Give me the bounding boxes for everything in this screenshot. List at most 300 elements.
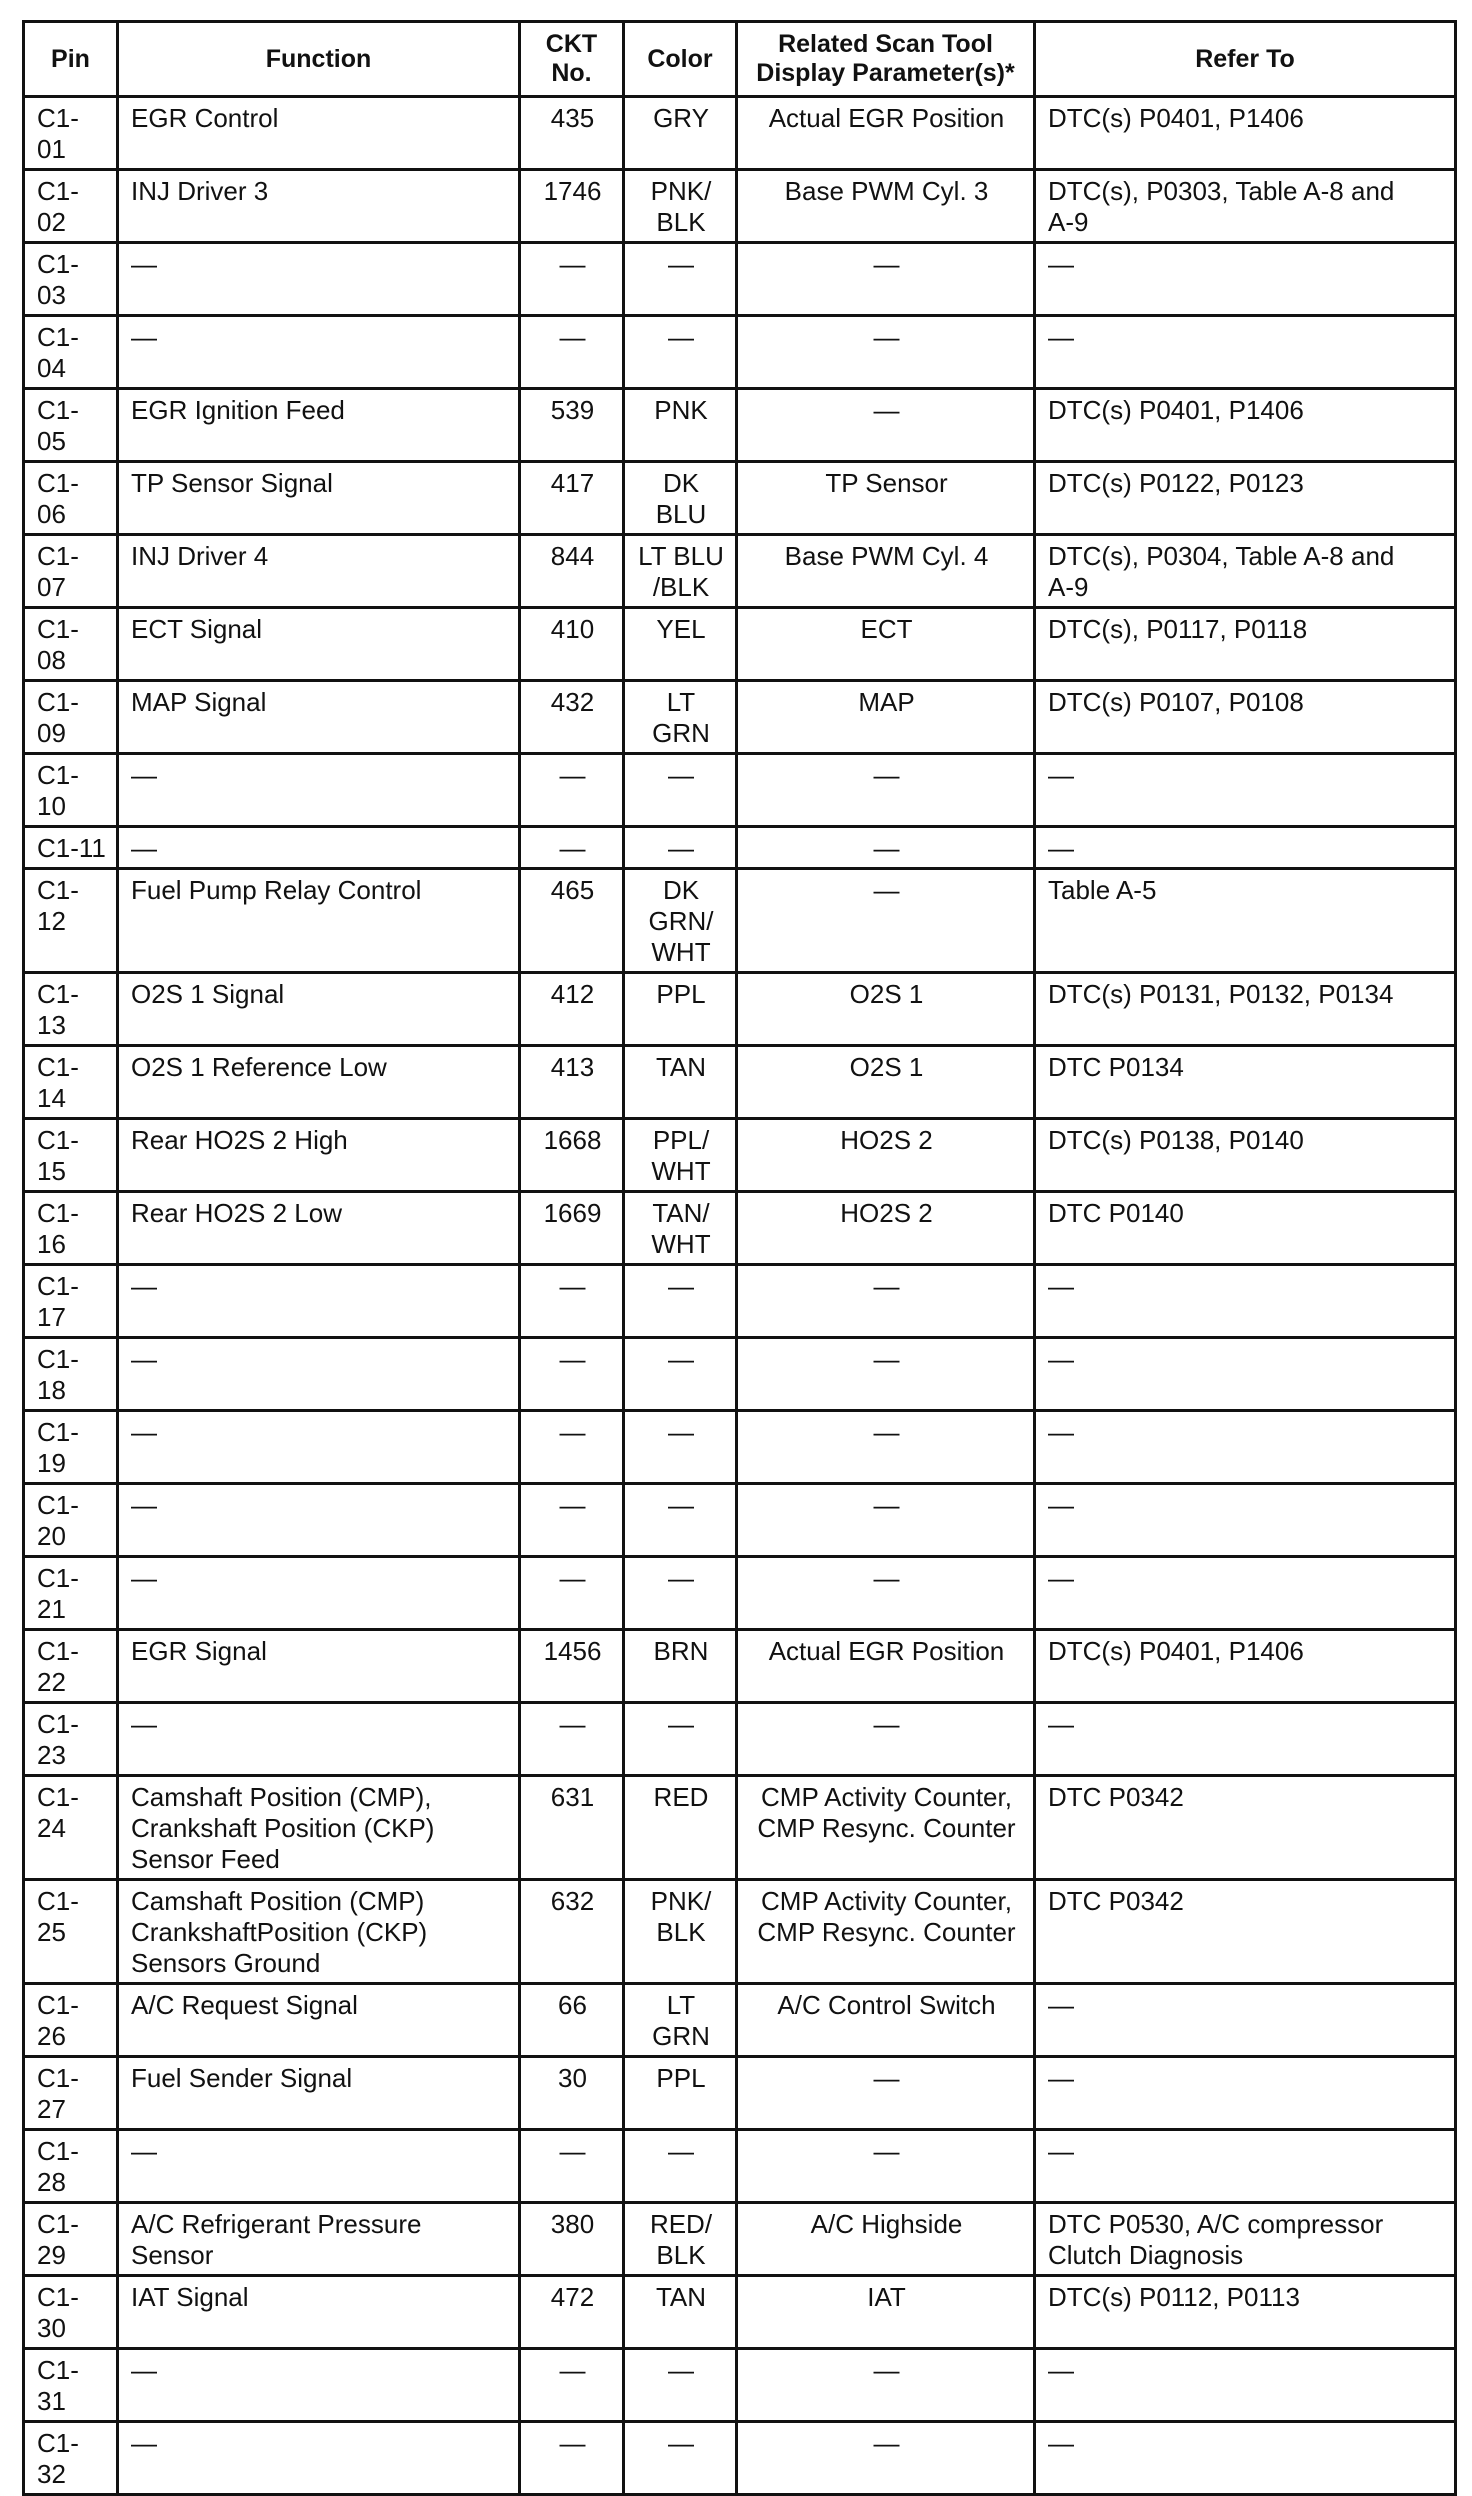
table-row	[24, 1119, 1456, 1192]
ckt-cell-line: —	[559, 760, 586, 790]
header-ckt-line2: No.	[551, 59, 592, 87]
table-row	[24, 316, 1456, 389]
refer-cell	[1035, 389, 1456, 462]
table-row	[24, 2130, 1456, 2203]
ckt-cell	[520, 1265, 624, 1338]
ckt-cell	[520, 1776, 624, 1880]
header-pin: Pin	[24, 22, 118, 97]
pin-cell	[24, 1557, 118, 1630]
param-cell-line: O2S 1	[849, 979, 924, 1009]
ckt-cell	[520, 2057, 624, 2130]
refer-cell-line: —	[1048, 760, 1074, 790]
ckt-cell-line: —	[559, 1709, 586, 1739]
color-cell	[624, 2203, 737, 2276]
param-cell-line: Base PWM Cyl. 3	[784, 176, 989, 206]
ckt-cell	[520, 869, 624, 973]
function-cell	[118, 1484, 520, 1557]
color-cell-line: —	[668, 2136, 694, 2166]
ckt-cell-line: 435	[550, 103, 595, 133]
param-cell	[737, 1984, 1035, 2057]
color-cell-line: —	[668, 1344, 694, 1374]
pin-cell	[24, 1192, 118, 1265]
param-cell	[737, 535, 1035, 608]
pin-cell	[24, 2203, 118, 2276]
pin-cell	[24, 2130, 118, 2203]
param-cell	[737, 1338, 1035, 1411]
refer-cell	[1035, 1630, 1456, 1703]
function-cell-line: Sensors Ground	[131, 1948, 321, 1978]
ckt-cell-line: —	[559, 2355, 586, 2385]
function-cell-line: EGR Control	[131, 103, 279, 133]
pin-cell	[24, 389, 118, 462]
ckt-cell	[520, 1411, 624, 1484]
param-cell	[737, 973, 1035, 1046]
pin-cell-line: C1-10	[37, 760, 79, 821]
param-cell	[737, 1046, 1035, 1119]
color-cell-line: RED/	[649, 2209, 713, 2239]
param-cell-line: —	[873, 1417, 900, 1447]
refer-cell	[1035, 1984, 1456, 2057]
table-row	[24, 1192, 1456, 1265]
param-cell	[737, 1265, 1035, 1338]
pin-cell	[24, 97, 118, 170]
color-cell	[624, 462, 737, 535]
pin-cell	[24, 1984, 118, 2057]
header-refer: Refer To	[1035, 22, 1456, 97]
param-cell	[737, 2422, 1035, 2495]
pin-cell	[24, 316, 118, 389]
refer-cell-line: DTC P0530, A/C compressor	[1048, 2209, 1384, 2239]
ckt-cell-line: 66	[558, 1990, 587, 2020]
color-cell-line: BLK	[656, 207, 706, 237]
refer-cell-line: DTC(s), P0304, Table A-8 and	[1048, 541, 1395, 571]
header-param	[737, 22, 1035, 97]
table-row	[24, 1411, 1456, 1484]
table-row	[24, 1776, 1456, 1880]
table-row	[24, 1880, 1456, 1984]
ckt-cell	[520, 97, 624, 170]
refer-cell	[1035, 1119, 1456, 1192]
function-cell-line: —	[131, 1417, 157, 1447]
pin-cell-line: C1-29	[37, 2209, 79, 2270]
pin-cell-line: C1-01	[37, 103, 79, 164]
param-cell	[737, 2130, 1035, 2203]
param-cell	[737, 2276, 1035, 2349]
color-cell-line: PNK/	[650, 1886, 712, 1916]
ckt-cell-line: 539	[550, 395, 595, 425]
ckt-cell	[520, 1703, 624, 1776]
param-cell	[737, 754, 1035, 827]
refer-cell	[1035, 608, 1456, 681]
param-cell	[737, 462, 1035, 535]
param-cell	[737, 827, 1035, 869]
refer-cell	[1035, 316, 1456, 389]
ckt-cell	[520, 170, 624, 243]
pin-cell	[24, 754, 118, 827]
ckt-cell-line: 412	[550, 979, 595, 1009]
function-cell-line: EGR Signal	[131, 1636, 267, 1666]
color-cell	[624, 1776, 737, 1880]
color-cell	[624, 608, 737, 681]
color-cell	[624, 1703, 737, 1776]
color-cell-line: TAN/	[652, 1198, 710, 1228]
pin-cell-line: C1-11	[37, 833, 106, 863]
table-row	[24, 1484, 1456, 1557]
pin-cell-line: C1-32	[37, 2428, 79, 2489]
refer-cell	[1035, 681, 1456, 754]
function-cell-line: —	[131, 249, 157, 279]
ckt-cell	[520, 754, 624, 827]
function-cell-line: Fuel Pump Relay Control	[131, 875, 422, 905]
ckt-cell	[520, 2130, 624, 2203]
function-cell-line: O2S 1 Signal	[131, 979, 285, 1009]
function-cell	[118, 1703, 520, 1776]
pin-cell	[24, 1776, 118, 1880]
refer-cell	[1035, 2203, 1456, 2276]
color-cell	[624, 2130, 737, 2203]
pin-cell	[24, 1265, 118, 1338]
color-cell	[624, 1630, 737, 1703]
color-cell-line: WHT	[651, 1156, 711, 1186]
ckt-cell-line: —	[559, 322, 586, 352]
color-cell	[624, 1338, 737, 1411]
function-cell	[118, 1192, 520, 1265]
ckt-cell-line: 472	[550, 2282, 595, 2312]
ckt-cell-line: 1669	[543, 1198, 602, 1228]
function-cell-line: —	[131, 1563, 157, 1593]
table-row	[24, 97, 1456, 170]
ckt-cell-line: —	[559, 833, 586, 863]
refer-cell	[1035, 1338, 1456, 1411]
function-cell-line: —	[131, 1490, 157, 1520]
param-cell-line: A/C Highside	[810, 2209, 963, 2239]
param-cell-line: HO2S 2	[840, 1125, 933, 1155]
pin-cell-line: C1-18	[37, 1344, 79, 1405]
param-cell	[737, 2349, 1035, 2422]
function-cell	[118, 827, 520, 869]
refer-cell-line: —	[1048, 1417, 1074, 1447]
refer-cell-line: —	[1048, 2136, 1074, 2166]
refer-cell-line: —	[1048, 322, 1074, 352]
table-row	[24, 827, 1456, 869]
function-cell-line: MAP Signal	[131, 687, 267, 717]
function-cell-line: EGR Ignition Feed	[131, 395, 345, 425]
function-cell	[118, 2349, 520, 2422]
ckt-cell	[520, 1338, 624, 1411]
function-cell	[118, 1411, 520, 1484]
refer-cell-line: DTC P0342	[1048, 1782, 1184, 1812]
ckt-cell-line: —	[559, 249, 586, 279]
function-cell-line: —	[131, 322, 157, 352]
param-cell	[737, 1630, 1035, 1703]
function-cell	[118, 1265, 520, 1338]
ckt-cell	[520, 535, 624, 608]
param-cell-line: CMP Resync. Counter	[757, 1917, 1016, 1947]
table-row	[24, 2057, 1456, 2130]
ckt-cell	[520, 1119, 624, 1192]
pin-cell	[24, 1630, 118, 1703]
pin-cell	[24, 1338, 118, 1411]
color-cell-line: —	[668, 1490, 694, 1520]
ckt-cell	[520, 389, 624, 462]
pin-cell-line: C1-05	[37, 395, 79, 456]
pin-cell-line: C1-12	[37, 875, 79, 936]
function-cell	[118, 754, 520, 827]
refer-cell-line: —	[1048, 1990, 1074, 2020]
param-cell-line: —	[873, 322, 900, 352]
param-cell-line: —	[873, 249, 900, 279]
param-cell	[737, 1557, 1035, 1630]
function-cell	[118, 608, 520, 681]
param-cell	[737, 243, 1035, 316]
pinout-table	[22, 20, 1457, 2496]
color-cell-line: —	[668, 2428, 694, 2458]
ckt-cell-line: —	[559, 1563, 586, 1593]
refer-cell-line: Clutch Diagnosis	[1048, 2240, 1244, 2270]
refer-cell-line: DTC P0134	[1048, 1052, 1184, 1082]
function-cell-line: O2S 1 Reference Low	[131, 1052, 387, 1082]
function-cell-line: —	[131, 2136, 157, 2166]
pin-cell	[24, 2276, 118, 2349]
color-cell-line: RED	[653, 1782, 709, 1812]
function-cell	[118, 535, 520, 608]
header-param-line2: Display Parameter(s)*	[756, 59, 1015, 87]
refer-cell	[1035, 1046, 1456, 1119]
color-cell-line: BLK	[656, 2240, 706, 2270]
function-cell	[118, 1046, 520, 1119]
param-cell-line: —	[873, 1709, 900, 1739]
table-row	[24, 1046, 1456, 1119]
ckt-cell-line: 30	[558, 2063, 587, 2093]
ckt-cell	[520, 1557, 624, 1630]
table-row	[24, 869, 1456, 973]
function-cell	[118, 1984, 520, 2057]
refer-cell-line: DTC(s) P0401, P1406	[1048, 395, 1304, 425]
pin-cell	[24, 1046, 118, 1119]
pin-cell	[24, 243, 118, 316]
refer-cell-line: DTC(s) P0131, P0132, P0134	[1048, 979, 1394, 1009]
color-cell	[624, 243, 737, 316]
table-row	[24, 754, 1456, 827]
param-cell	[737, 170, 1035, 243]
refer-cell-line: DTC(s) P0401, P1406	[1048, 1636, 1304, 1666]
ckt-cell	[520, 316, 624, 389]
function-cell	[118, 1338, 520, 1411]
pin-cell	[24, 462, 118, 535]
table-row	[24, 973, 1456, 1046]
function-cell-line: Sensor	[131, 2240, 214, 2270]
ckt-cell-line: 410	[550, 614, 595, 644]
param-cell-line: —	[873, 760, 900, 790]
table-row	[24, 2349, 1456, 2422]
pin-cell-line: C1-13	[37, 979, 79, 1040]
pin-cell-line: C1-26	[37, 1990, 79, 2051]
color-cell	[624, 869, 737, 973]
refer-cell-line: —	[1048, 1490, 1074, 1520]
refer-cell-line: DTC P0342	[1048, 1886, 1184, 1916]
refer-cell	[1035, 973, 1456, 1046]
param-cell-line: Actual EGR Position	[768, 103, 1005, 133]
param-cell-line: Base PWM Cyl. 4	[784, 541, 989, 571]
param-cell	[737, 1119, 1035, 1192]
refer-cell	[1035, 1880, 1456, 1984]
refer-cell-line: —	[1048, 1709, 1074, 1739]
color-cell-line: DK BLU	[655, 468, 707, 529]
refer-cell-line: —	[1048, 2428, 1074, 2458]
param-cell	[737, 2057, 1035, 2130]
pin-cell-line: C1-04	[37, 322, 79, 383]
color-cell	[624, 1046, 737, 1119]
pin-cell-line: C1-17	[37, 1271, 79, 1332]
table-row	[24, 1338, 1456, 1411]
param-cell	[737, 1880, 1035, 1984]
color-cell-line: GRN/	[648, 906, 714, 936]
ckt-cell	[520, 2422, 624, 2495]
table-row	[24, 1984, 1456, 2057]
refer-cell	[1035, 869, 1456, 973]
color-cell-line: PPL/	[652, 1125, 710, 1155]
ckt-cell-line: 1746	[543, 176, 602, 206]
function-cell-line: —	[131, 833, 157, 863]
color-cell	[624, 2422, 737, 2495]
param-cell-line: MAP	[858, 687, 915, 717]
function-cell-line: —	[131, 1271, 157, 1301]
refer-cell	[1035, 2276, 1456, 2349]
refer-cell-line: DTC(s) P0138, P0140	[1048, 1125, 1304, 1155]
refer-cell	[1035, 535, 1456, 608]
param-cell-line: —	[873, 2355, 900, 2385]
refer-cell	[1035, 2422, 1456, 2495]
color-cell	[624, 1880, 737, 1984]
color-cell	[624, 1557, 737, 1630]
ckt-cell	[520, 681, 624, 754]
color-cell-line: LT GRN	[652, 1990, 710, 2051]
color-cell-line: PPL	[656, 2063, 706, 2093]
param-cell-line: —	[873, 1563, 900, 1593]
table-row	[24, 2422, 1456, 2495]
color-cell	[624, 2349, 737, 2422]
function-cell-line: TP Sensor Signal	[131, 468, 333, 498]
pin-cell-line: C1-16	[37, 1198, 79, 1259]
pin-cell	[24, 1880, 118, 1984]
pin-cell-line: C1-19	[37, 1417, 79, 1478]
pin-cell-line: C1-15	[37, 1125, 79, 1186]
refer-cell	[1035, 243, 1456, 316]
function-cell	[118, 2422, 520, 2495]
param-cell-line: —	[873, 833, 900, 863]
refer-cell	[1035, 1703, 1456, 1776]
table-row	[24, 2276, 1456, 2349]
pin-cell	[24, 2057, 118, 2130]
color-cell	[624, 535, 737, 608]
table-row	[24, 1557, 1456, 1630]
color-cell	[624, 1119, 737, 1192]
refer-cell	[1035, 2349, 1456, 2422]
ckt-cell-line: —	[559, 1490, 586, 1520]
ckt-cell-line: 417	[550, 468, 595, 498]
function-cell	[118, 2130, 520, 2203]
header-ckt-line1: CKT	[545, 30, 598, 58]
refer-cell	[1035, 97, 1456, 170]
function-cell-line: Camshaft Position (CMP),	[131, 1782, 432, 1812]
refer-cell-line: DTC P0140	[1048, 1198, 1184, 1228]
refer-cell-line: A-9	[1048, 207, 1089, 237]
function-cell	[118, 1557, 520, 1630]
ckt-cell-line: 631	[550, 1782, 595, 1812]
param-cell	[737, 2203, 1035, 2276]
table-row	[24, 608, 1456, 681]
refer-cell-line: DTC(s), P0117, P0118	[1048, 614, 1308, 644]
pin-cell	[24, 2349, 118, 2422]
function-cell	[118, 462, 520, 535]
param-cell-line: A/C Control Switch	[777, 1990, 996, 2020]
pin-cell-line: C1-06	[37, 468, 79, 529]
param-cell-line: CMP Activity Counter,	[761, 1782, 1012, 1812]
function-cell	[118, 389, 520, 462]
function-cell-line: A/C Refrigerant Pressure	[131, 2209, 422, 2239]
refer-cell	[1035, 1411, 1456, 1484]
refer-cell	[1035, 1265, 1456, 1338]
refer-cell	[1035, 1192, 1456, 1265]
table-row	[24, 170, 1456, 243]
header-row	[24, 22, 1456, 97]
color-cell	[624, 681, 737, 754]
function-cell-line: Sensor Feed	[131, 1844, 280, 1874]
function-cell	[118, 97, 520, 170]
refer-cell-line: DTC(s) P0122, P0123	[1048, 468, 1304, 498]
header-param-line1: Related Scan Tool	[778, 30, 993, 58]
header-ckt	[520, 22, 624, 97]
function-cell	[118, 973, 520, 1046]
refer-cell-line: DTC(s) P0401, P1406	[1048, 103, 1304, 133]
pin-cell	[24, 1703, 118, 1776]
pin-cell-line: C1-27	[37, 2063, 79, 2124]
param-cell-line: CMP Activity Counter,	[761, 1886, 1012, 1916]
refer-cell-line: Table A-5	[1048, 875, 1157, 905]
color-cell-line: —	[668, 322, 694, 352]
param-cell	[737, 97, 1035, 170]
function-cell-line: —	[131, 2355, 157, 2385]
function-cell	[118, 170, 520, 243]
function-cell-line: Camshaft Position (CMP)	[131, 1886, 425, 1916]
pin-cell	[24, 2422, 118, 2495]
param-cell-line: —	[873, 395, 900, 425]
function-cell-line: Fuel Sender Signal	[131, 2063, 353, 2093]
color-cell-line: —	[668, 1563, 694, 1593]
color-cell	[624, 1411, 737, 1484]
function-cell	[118, 243, 520, 316]
header-color: Color	[624, 22, 737, 97]
color-cell	[624, 754, 737, 827]
ckt-cell	[520, 608, 624, 681]
pin-cell-line: C1-07	[37, 541, 79, 602]
color-cell-line: GRY	[653, 103, 709, 133]
function-cell-line: Rear HO2S 2 High	[131, 1125, 348, 1155]
param-cell-line: ECT	[860, 614, 913, 644]
ckt-cell-line: 632	[550, 1886, 595, 1916]
refer-cell-line: —	[1048, 1271, 1074, 1301]
color-cell-line: —	[668, 833, 694, 863]
ckt-cell-line: 844	[550, 541, 595, 571]
param-cell-line: Actual EGR Position	[768, 1636, 1005, 1666]
function-cell-line: IAT Signal	[131, 2282, 249, 2312]
color-cell-line: —	[668, 249, 694, 279]
refer-cell	[1035, 2057, 1456, 2130]
color-cell	[624, 170, 737, 243]
pin-cell	[24, 973, 118, 1046]
table-row	[24, 243, 1456, 316]
function-cell	[118, 869, 520, 973]
